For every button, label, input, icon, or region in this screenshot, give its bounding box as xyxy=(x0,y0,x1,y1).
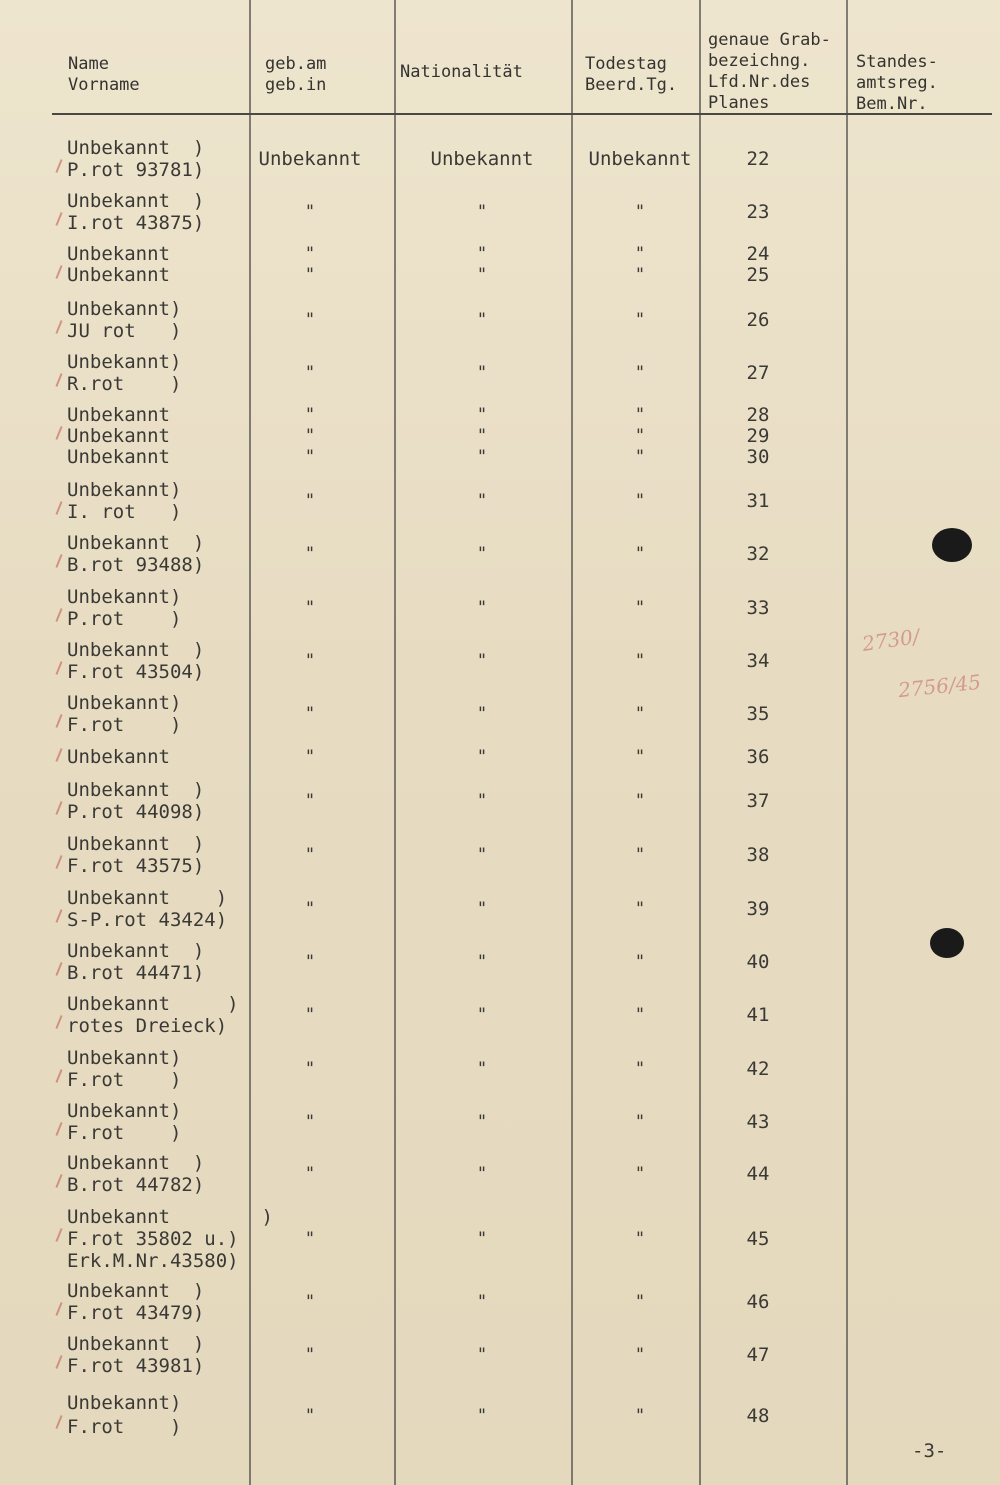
check-mark-icon xyxy=(55,608,62,622)
check-mark-icon xyxy=(55,1228,62,1242)
row-birth: " " xyxy=(304,244,316,285)
row-nationality: " xyxy=(476,1406,488,1426)
row-birth: " xyxy=(304,845,316,865)
row-nationality: " xyxy=(476,704,488,724)
row-grave-number: 22 xyxy=(746,148,770,170)
row-nationality: " xyxy=(476,1345,488,1365)
row-birth: " xyxy=(304,1229,316,1249)
row-death: " xyxy=(634,1406,646,1426)
row-death: " xyxy=(634,704,646,724)
row-name: Unbekannt Unbekannt xyxy=(67,243,170,286)
header-grave: genaue Grab- bezeichng. Lfd.Nr.des Planes xyxy=(708,30,831,113)
check-mark-icon xyxy=(55,501,62,515)
check-mark-icon xyxy=(55,962,62,976)
row-grave-number: 39 xyxy=(746,898,770,920)
row-grave-number: 45 xyxy=(746,1228,770,1250)
row-birth: " xyxy=(304,1112,316,1132)
row-name: Unbekannt ) S-P.rot 43424) xyxy=(67,887,228,931)
row-nationality: " xyxy=(476,845,488,865)
row-name: Unbekannt) I. rot ) xyxy=(67,479,182,523)
row-birth: " xyxy=(304,1005,316,1025)
row-nationality: " xyxy=(476,651,488,671)
row-nationality: " xyxy=(476,598,488,618)
row-grave-number: 46 xyxy=(746,1291,770,1313)
row-death: " xyxy=(634,791,646,811)
row-name: Unbekannt ) P.rot 44098) xyxy=(67,779,205,823)
row-grave-number: 26 xyxy=(746,309,770,331)
row-birth: " xyxy=(304,791,316,811)
column-rule xyxy=(846,0,848,1485)
row-nationality: " xyxy=(476,1164,488,1184)
row-death: " xyxy=(634,952,646,972)
punch-hole xyxy=(930,928,964,958)
row-name: Unbekannt ) B.rot 44782) xyxy=(67,1152,205,1196)
row-death: " xyxy=(634,202,646,222)
row-grave-number: 33 xyxy=(746,597,770,619)
check-mark-icon xyxy=(55,748,62,762)
check-mark-icon xyxy=(55,320,62,334)
row-grave-number: 38 xyxy=(746,844,770,866)
row-death: " xyxy=(634,1112,646,1132)
row-name: Unbekannt ) F.rot 35802 u.) Erk.M.Nr.43580) xyxy=(67,1206,273,1272)
check-mark-icon xyxy=(55,1302,62,1316)
row-grave-number: 35 xyxy=(746,703,770,725)
row-birth: " xyxy=(304,1406,316,1426)
header-name: Name Vorname xyxy=(68,54,140,95)
header-rule xyxy=(52,113,992,115)
check-mark-icon xyxy=(55,159,62,173)
row-name: Unbekannt) P.rot ) xyxy=(67,586,182,630)
row-birth: " xyxy=(304,1345,316,1365)
check-mark-icon xyxy=(55,1355,62,1369)
row-death: " xyxy=(634,747,646,767)
check-mark-icon xyxy=(55,1415,62,1429)
row-birth: " xyxy=(304,952,316,972)
row-birth: " xyxy=(304,704,316,724)
check-mark-icon xyxy=(55,373,62,387)
row-name: Unbekannt ) F.rot 43575) xyxy=(67,833,205,877)
row-nationality: " xyxy=(476,1292,488,1312)
row-grave-number: 48 xyxy=(746,1405,770,1427)
row-birth: " xyxy=(304,1164,316,1184)
check-mark-icon xyxy=(55,661,62,675)
column-rule xyxy=(394,0,396,1485)
row-nationality: Unbekannt xyxy=(430,148,534,170)
row-nationality: " xyxy=(476,544,488,564)
check-mark-icon xyxy=(55,426,62,440)
row-nationality: " xyxy=(476,952,488,972)
row-name: Unbekannt ) I.rot 43875) xyxy=(67,190,205,234)
row-nationality: " xyxy=(476,363,488,383)
row-grave-number: 37 xyxy=(746,790,770,812)
row-name: Unbekannt ) P.rot 93781) xyxy=(67,137,205,181)
header-death: Todestag Beerd.Tg. xyxy=(585,54,678,95)
row-death: " xyxy=(634,899,646,919)
row-birth: " xyxy=(304,363,316,383)
row-nationality: " " " xyxy=(476,405,488,467)
row-birth: " xyxy=(304,310,316,330)
row-death: " xyxy=(634,1164,646,1184)
row-name: Unbekannt) F.rot ) xyxy=(67,1100,182,1144)
check-mark-icon xyxy=(55,714,62,728)
punch-hole xyxy=(932,528,972,562)
row-name: Unbekannt) F.rot ) xyxy=(67,1392,182,1438)
check-mark-icon xyxy=(55,554,62,568)
row-death: " xyxy=(634,1345,646,1365)
row-death: " xyxy=(634,544,646,564)
row-birth: " xyxy=(304,747,316,767)
row-name: Unbekannt ) B.rot 93488) xyxy=(67,532,205,576)
row-death: " xyxy=(634,598,646,618)
row-grave-number: 32 xyxy=(746,543,770,565)
row-death: " xyxy=(634,491,646,511)
row-name: Unbekannt) F.rot ) xyxy=(67,692,182,736)
row-name: Unbekannt) F.rot ) xyxy=(67,1047,182,1091)
row-name: Unbekannt ) B.rot 44471) xyxy=(67,940,205,984)
row-death: Unbekannt xyxy=(588,148,692,170)
row-name: Unbekannt) JU rot ) xyxy=(67,298,182,342)
row-death: " xyxy=(634,363,646,383)
row-death: " xyxy=(634,310,646,330)
row-grave-number: 40 xyxy=(746,951,770,973)
row-grave-number: 23 xyxy=(746,201,770,223)
row-birth: " xyxy=(304,598,316,618)
row-nationality: " xyxy=(476,310,488,330)
row-birth: Unbekannt xyxy=(258,148,362,170)
row-nationality: " " xyxy=(476,244,488,285)
pencil-note: 2730/ xyxy=(860,624,922,656)
check-mark-icon xyxy=(55,855,62,869)
row-grave-number: 43 xyxy=(746,1111,770,1133)
row-birth: " xyxy=(304,651,316,671)
row-grave-number: 47 xyxy=(746,1344,770,1366)
header-nationality: Nationalität xyxy=(400,62,523,82)
row-grave-number: 31 xyxy=(746,490,770,512)
row-death: " " xyxy=(634,244,646,285)
page-number: -3- xyxy=(912,1440,947,1462)
check-mark-icon xyxy=(55,1122,62,1136)
check-mark-icon xyxy=(55,265,62,279)
row-birth: " xyxy=(304,1059,316,1079)
row-grave-number: 41 xyxy=(746,1004,770,1026)
row-birth: " xyxy=(304,491,316,511)
check-mark-icon xyxy=(55,212,62,226)
row-death: " xyxy=(634,1059,646,1079)
check-mark-icon xyxy=(55,1174,62,1188)
row-grave-number: 34 xyxy=(746,650,770,672)
row-grave-number: 28 29 30 xyxy=(746,404,770,468)
row-grave-number: 24 25 xyxy=(746,243,770,286)
row-nationality: " xyxy=(476,491,488,511)
row-name: Unbekannt ) F.rot 43479) xyxy=(67,1280,205,1324)
row-death: " xyxy=(634,1229,646,1249)
row-grave-number: 42 xyxy=(746,1058,770,1080)
row-name: Unbekannt xyxy=(67,746,170,768)
row-death: " " " xyxy=(634,405,646,467)
row-grave-number: 44 xyxy=(746,1163,770,1185)
row-nationality: " xyxy=(476,1059,488,1079)
header-birth: geb.am geb.in xyxy=(265,54,327,95)
row-death: " xyxy=(634,845,646,865)
row-grave-number: 27 xyxy=(746,362,770,384)
row-name: Unbekannt ) F.rot 43504) xyxy=(67,639,205,683)
row-nationality: " xyxy=(476,791,488,811)
check-mark-icon xyxy=(55,801,62,815)
row-nationality: " xyxy=(476,1229,488,1249)
row-nationality: " xyxy=(476,1112,488,1132)
row-nationality: " xyxy=(476,899,488,919)
row-death: " xyxy=(634,1292,646,1312)
row-birth: " xyxy=(304,1292,316,1312)
row-death: " xyxy=(634,651,646,671)
check-mark-icon xyxy=(55,1069,62,1083)
row-name: Unbekannt) R.rot ) xyxy=(67,351,182,395)
row-grave-number: 36 xyxy=(746,746,770,768)
column-rule xyxy=(571,0,573,1485)
row-birth: " xyxy=(304,202,316,222)
check-mark-icon xyxy=(55,909,62,923)
pencil-note: 2756/45 xyxy=(896,669,983,703)
check-mark-icon xyxy=(55,1015,62,1029)
row-birth: " " " xyxy=(304,405,316,467)
row-name: Unbekannt ) rotes Dreieck) xyxy=(67,993,239,1037)
row-nationality: " xyxy=(476,1005,488,1025)
header-registry: Standes- amtsreg. Bem.Nr. xyxy=(856,52,938,114)
row-name: Unbekannt ) F.rot 43981) xyxy=(67,1333,205,1377)
row-death: " xyxy=(634,1005,646,1025)
row-birth: " xyxy=(304,899,316,919)
row-name: Unbekannt Unbekannt Unbekannt xyxy=(67,404,170,468)
row-birth: " xyxy=(304,544,316,564)
row-nationality: " xyxy=(476,747,488,767)
row-nationality: " xyxy=(476,202,488,222)
